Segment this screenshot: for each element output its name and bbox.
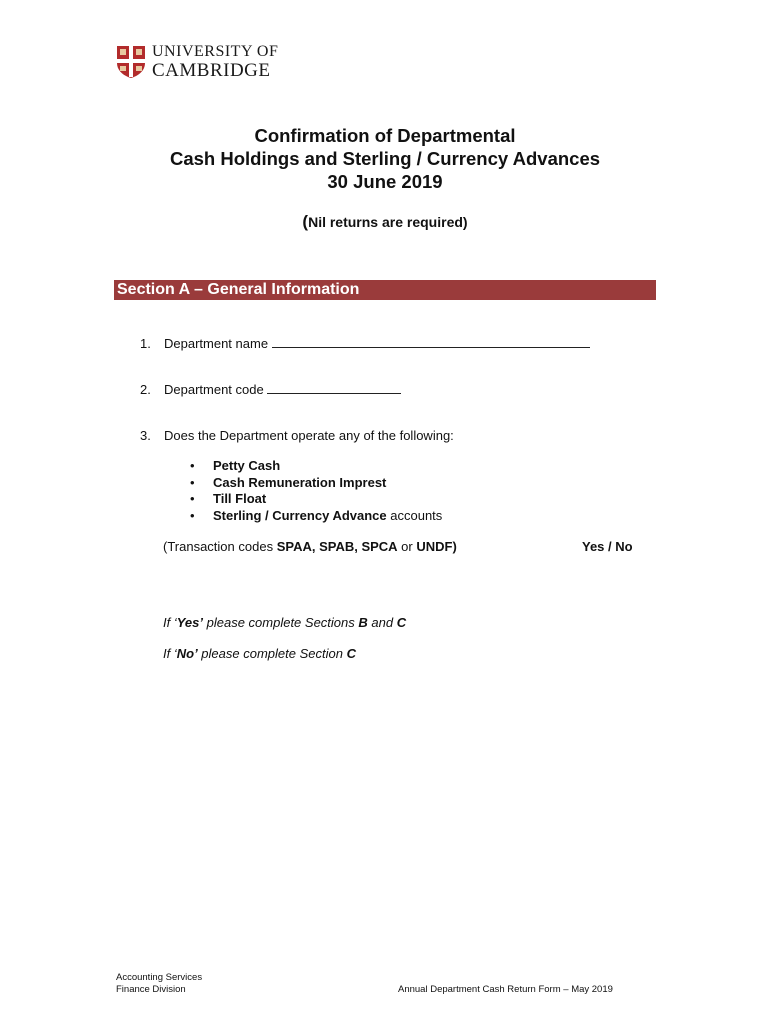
instr-mid: please complete Section	[197, 646, 347, 661]
list-item-bold: Cash Remuneration Imprest	[213, 474, 387, 490]
subtitle-text: Nil returns are required)	[308, 214, 468, 230]
question-label: Does the Department operate any of the following:	[164, 428, 454, 443]
instr-section-b: B	[358, 615, 368, 630]
document-title	[0, 124, 770, 193]
question-number: 2.	[140, 382, 151, 397]
account-type-list	[190, 458, 442, 524]
list-item-bold: Till Float	[213, 491, 267, 506]
list-item	[190, 475, 442, 492]
bullet-icon: •	[190, 491, 195, 506]
bullet-icon: •	[190, 507, 195, 523]
footer-form-name: Annual Department Cash Return Form – May 2019	[398, 984, 613, 995]
instr-section-c: C	[396, 615, 407, 630]
footer-line1: Accounting Services	[116, 972, 203, 983]
logo-text-line2: CAMBRIDGE	[152, 60, 271, 81]
list-item-rest: accounts	[386, 507, 443, 523]
department-name-field[interactable]	[272, 335, 590, 348]
question-department-name	[140, 335, 590, 351]
university-logo	[116, 44, 278, 80]
question-number: 3.	[140, 428, 151, 443]
instr-pre: If ‘	[163, 646, 177, 661]
department-code-field[interactable]	[267, 381, 401, 394]
transaction-codes-bold: SPAA, SPAB, SPCA	[276, 539, 398, 554]
instr-word: Yes’	[176, 615, 203, 630]
yes-no-choice[interactable]: Yes / No	[582, 539, 633, 554]
instr-and: and	[367, 615, 397, 630]
footer-line2: Finance Division	[116, 984, 186, 995]
list-item	[190, 508, 442, 525]
transaction-or: or	[397, 539, 417, 554]
instr-section-c: C	[346, 646, 356, 661]
transaction-codes	[163, 539, 457, 554]
list-item	[190, 491, 442, 508]
logo-text-line1: UNIVERSITY OF	[152, 43, 279, 60]
transaction-last-code: UNDF)	[416, 539, 457, 554]
question-label: Department code	[164, 382, 268, 397]
instruction-no	[163, 646, 356, 661]
subtitle-paren: (	[302, 212, 309, 231]
bullet-icon: •	[190, 474, 195, 490]
subtitle	[0, 212, 770, 232]
title-line2: Cash Holdings and Sterling / Currency Advances	[169, 148, 601, 169]
list-item	[190, 458, 442, 475]
list-item-bold: Petty Cash	[213, 458, 281, 473]
instruction-yes	[163, 615, 406, 630]
instr-word: No’	[176, 646, 198, 661]
question-label: Department name	[164, 336, 272, 351]
title-line1: Confirmation of Departmental	[254, 125, 516, 146]
question-operations	[140, 428, 454, 443]
question-department-code	[140, 381, 401, 397]
section-a-heading: Section A – General Information	[114, 280, 656, 300]
instr-mid: please complete Sections	[203, 615, 359, 630]
transaction-prefix: (Transaction codes	[163, 539, 277, 554]
footer-department	[116, 972, 202, 996]
list-item-bold: Sterling / Currency Advance	[213, 507, 387, 523]
instr-pre: If ‘	[163, 615, 177, 630]
title-line3: 30 June 2019	[327, 171, 443, 192]
cambridge-shield-icon	[116, 45, 146, 79]
bullet-icon: •	[190, 458, 195, 473]
question-number: 1.	[140, 336, 151, 351]
